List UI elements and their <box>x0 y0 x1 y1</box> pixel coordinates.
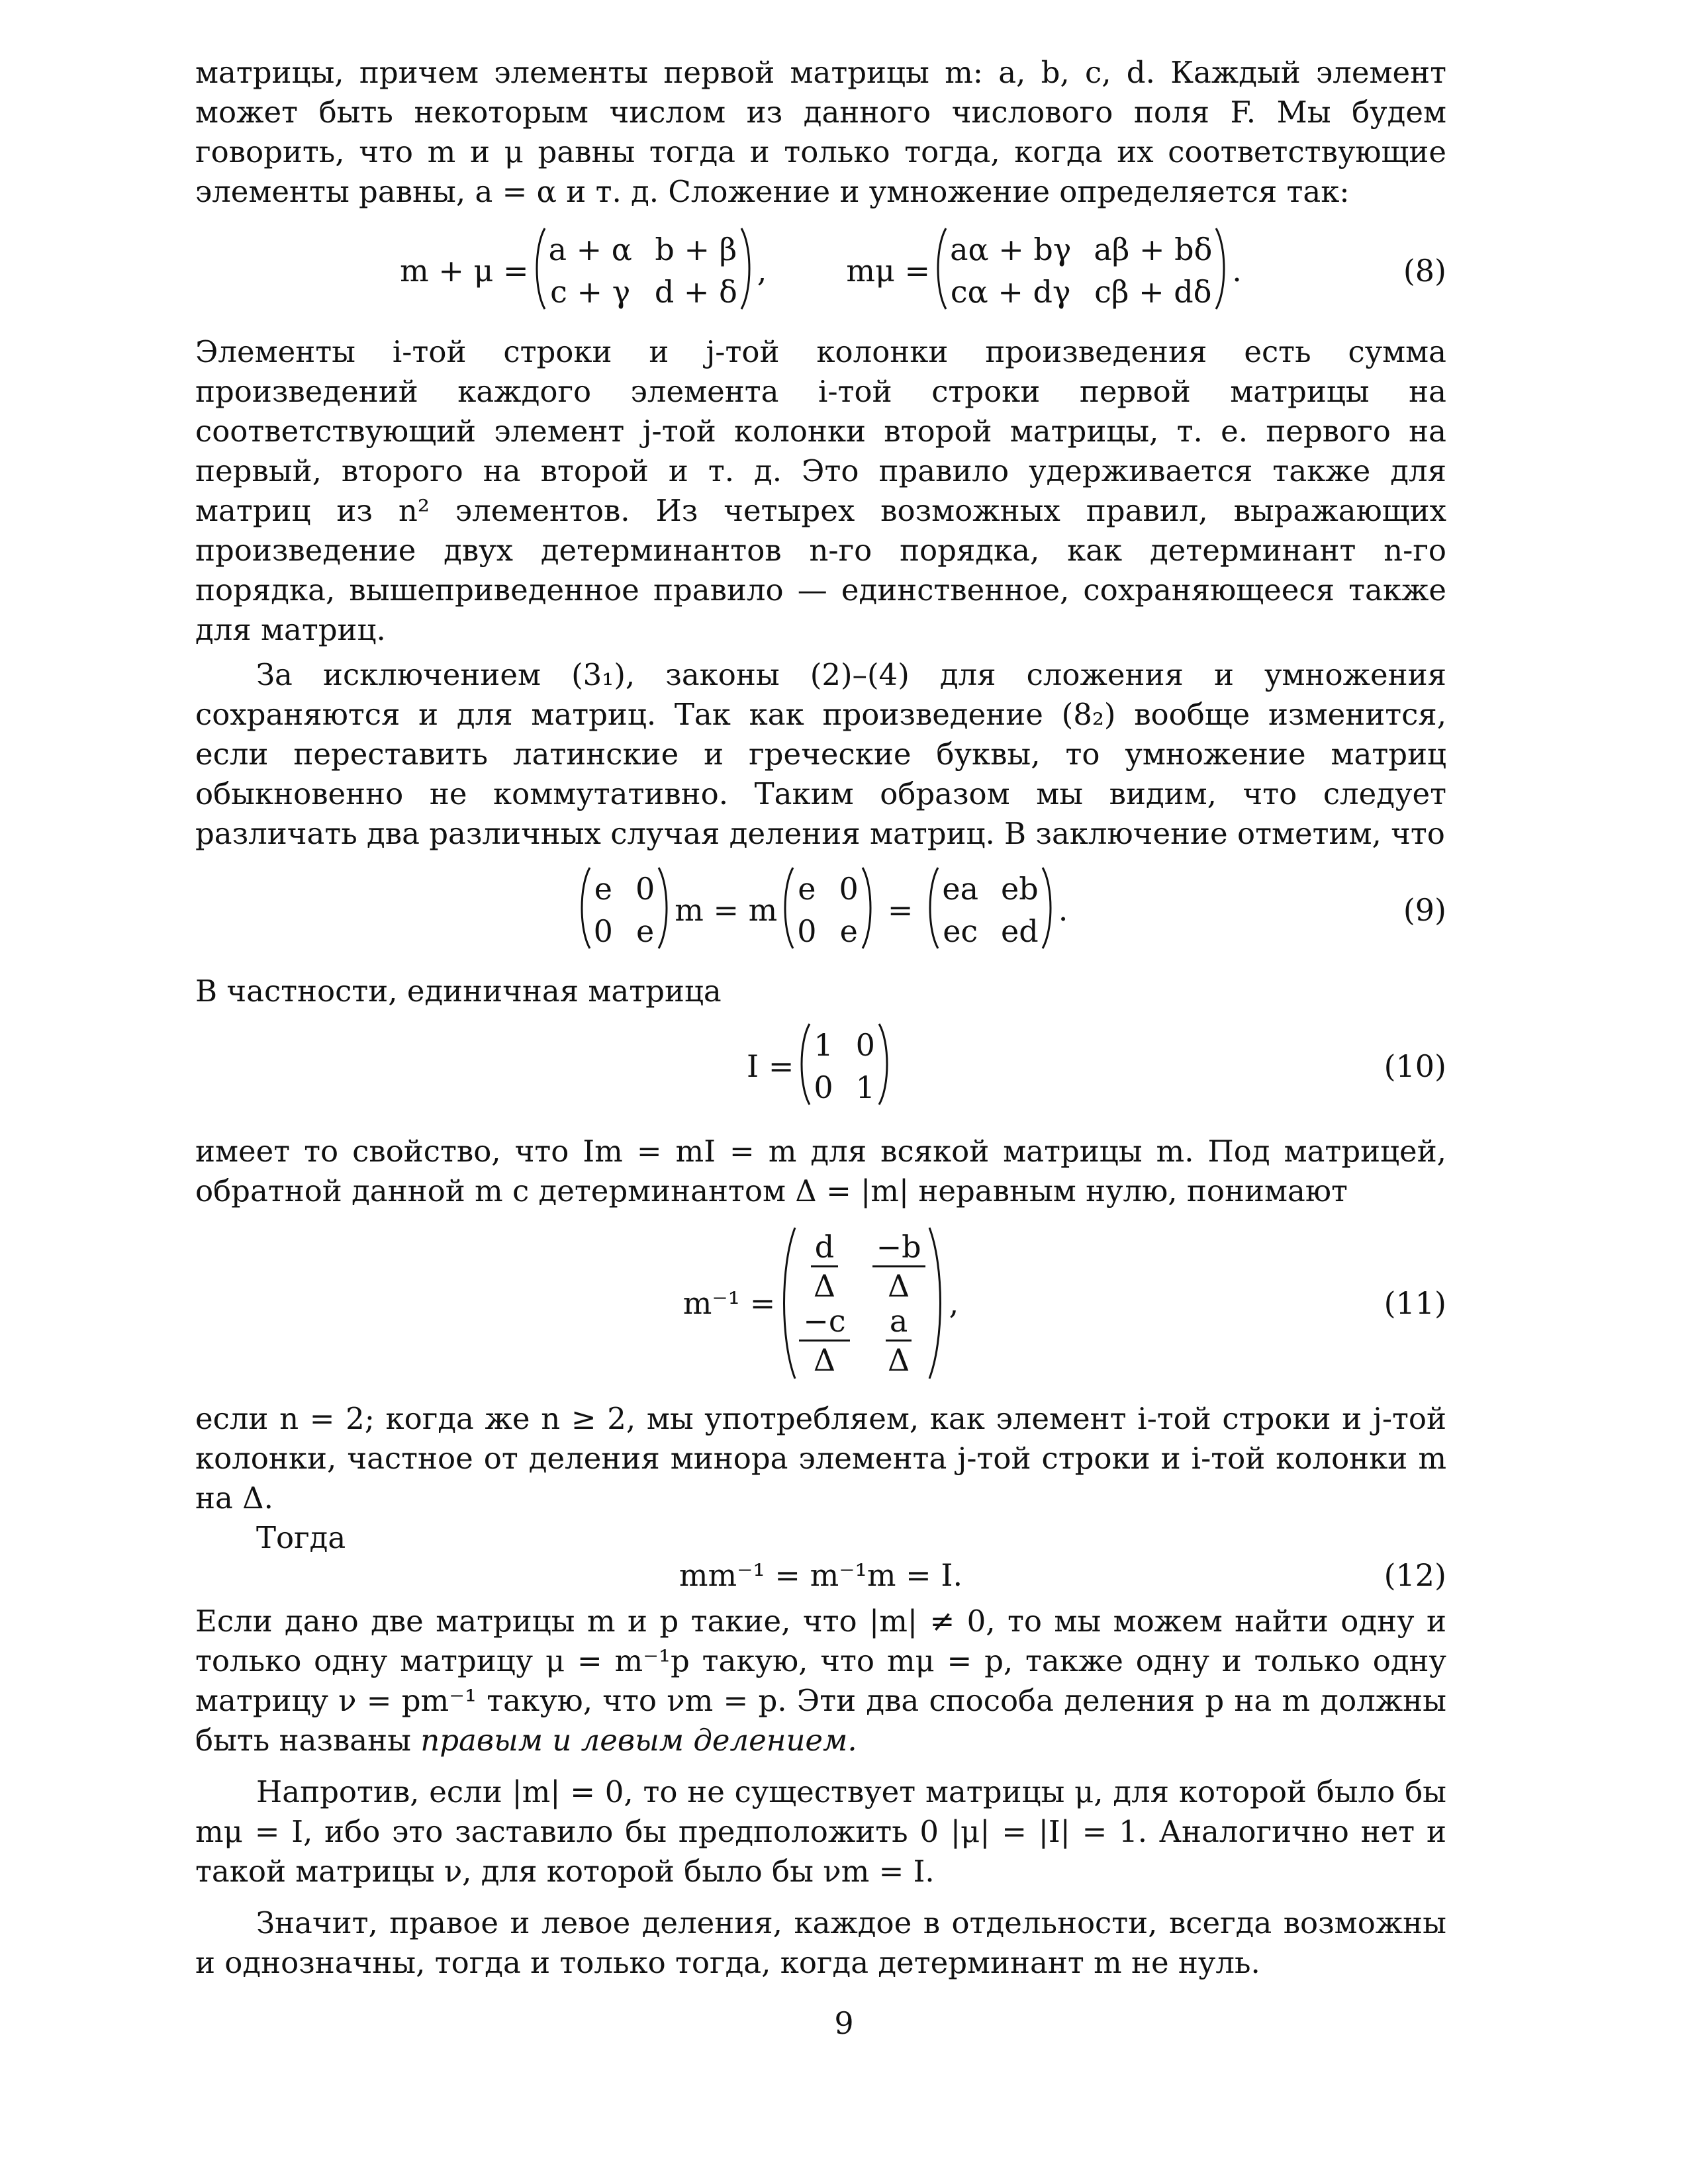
eq9-middle: m = m <box>675 892 778 928</box>
equation-12 <box>195 1555 1446 1595</box>
equation-number-8: (8) <box>1403 253 1446 289</box>
equation-number-9: (9) <box>1403 892 1446 928</box>
eq11-den-12: Δ <box>887 1267 910 1304</box>
eq11-lhs: m⁻¹ = <box>682 1285 776 1321</box>
eq9-left-21: 0 <box>593 913 613 949</box>
eq8-comma: , <box>757 253 767 289</box>
eq9-result-22: ed <box>1001 913 1039 949</box>
eq11-frac-12 <box>872 1230 925 1303</box>
eq8-sum-b: b + β <box>655 232 737 267</box>
eq9-right-12: 0 <box>839 871 859 907</box>
eq11-frac-11 <box>799 1230 849 1303</box>
eq8-lhs-sum: m + μ = <box>400 253 529 289</box>
paragraph-10: Значит, правое и левое деления, каждое в отдельности, всегда возможны и однозначны, тогда и только тогда, когда детерминант m не нуль. <box>195 1905 1446 1980</box>
eq10-12: 0 <box>855 1027 875 1063</box>
equation-8 <box>195 221 1446 320</box>
eq11-frac-21 <box>799 1304 849 1377</box>
paragraph-6: если n = 2; когда же n ≥ 2, мы употребляем, как элемент i-той строки и j-той колонки, частное от деления минора элемента j-той строки и i-той колонки m на Δ. <box>195 1401 1446 1516</box>
equation-number-10: (10) <box>1383 1048 1446 1084</box>
eq10-21: 0 <box>814 1069 833 1105</box>
eq8-prod-11: aα + bγ <box>950 232 1072 267</box>
inverse-matrix <box>779 1226 945 1380</box>
eq8-product-matrix <box>934 227 1228 314</box>
eq11-den-11: Δ <box>813 1267 836 1304</box>
paragraph-4: В частности, единичная матрица <box>195 974 722 1009</box>
equation-9 <box>195 860 1446 960</box>
eq11-num-12: −b <box>872 1230 925 1267</box>
paragraph-9: Напротив, если |m| = 0, то не существует матрицы μ, для которой было бы mμ = I, ибо это заставило бы предположить 0 |μ| = |I| = 1. Аналогично нет и такой матрицы ν, для которой было бы νm = I. <box>195 1774 1446 1889</box>
paragraph-7: Тогда <box>256 1520 346 1555</box>
eq12-formula: mm⁻¹ = m⁻¹m = I. <box>679 1557 963 1593</box>
eq11-num-11: d <box>811 1230 838 1267</box>
eq9-left-22: e <box>635 913 655 949</box>
paragraph-3: За исключением (3₁), законы (2)–(4) для сложения и умножения сохраняются и для матриц. Так как произведение (8₂) вообще изменится, если переставить латинские и греческие буквы, то умножение матриц обыкновенно не коммутативно. Таким образом мы видим, что следует различать два различных случая деления матриц. В заключение отметим, что <box>195 657 1446 851</box>
eq11-den-22: Δ <box>887 1342 910 1378</box>
eq8-prod-21: cα + dγ <box>950 274 1071 310</box>
eq9-left-12: 0 <box>635 871 655 907</box>
eq9-period: . <box>1058 892 1068 928</box>
equation-11 <box>195 1220 1446 1386</box>
eq10-lhs: I = <box>747 1048 794 1084</box>
eq11-comma: , <box>949 1285 959 1321</box>
equation-10 <box>195 1017 1446 1116</box>
identity-matrix <box>798 1023 891 1110</box>
eq9-result-11: ea <box>942 871 979 907</box>
paragraph-8-text: Если дано две матрицы m и p такие, что |m| ≠ 0, то мы можем найти одну и только одну матрицу μ = m⁻¹p такую, что mμ = p, также одну и только одну матрицу ν = pm⁻¹ такую, что νm = p. Эти два способа деления p на m должны быть названы <box>195 1604 1446 1758</box>
eq8-period: . <box>1232 253 1242 289</box>
paragraph-1: матрицы, причем элементы первой матрицы m: a, b, c, d. Каждый элемент может быть некоторым числом из данного числового поля F. Мы будем говорить, что m и μ равны тогда и только тогда, когда их соответствующие элементы равны, a = α и т. д. Сложение и умножение определяется так: <box>195 55 1446 209</box>
paragraph-8-italic: правым и левым делением. <box>420 1723 857 1758</box>
eq10-22: 1 <box>855 1069 875 1105</box>
eq9-right-matrix <box>781 866 874 954</box>
eq9-equals: = <box>887 892 914 928</box>
eq8-sum-matrix <box>533 227 753 314</box>
paragraph-8 <box>195 1602 1446 1760</box>
eq9-result-21: ec <box>943 913 978 949</box>
eq8-sum-d: d + δ <box>654 274 737 310</box>
equation-number-12: (12) <box>1383 1557 1446 1593</box>
eq8-sum-a: a + α <box>548 232 632 267</box>
eq9-right-21: 0 <box>797 913 817 949</box>
eq9-right-11: e <box>798 871 816 907</box>
eq8-prod-12: aβ + bδ <box>1094 232 1213 267</box>
equation-number-11: (11) <box>1383 1285 1446 1321</box>
eq8-prod-22: cβ + dδ <box>1094 274 1212 310</box>
paragraph-5: имеет то свойство, что Im = mI = m для всякой матрицы m. Под матрицей, обратной данной m с детерминантом Δ = |m| неравным нулю, понимают <box>195 1134 1446 1208</box>
eq11-den-21: Δ <box>813 1342 836 1378</box>
eq9-left-11: e <box>594 871 612 907</box>
eq9-right-22: e <box>839 913 858 949</box>
paragraph-2: Элементы i-той строки и j-той колонки произведения есть сумма произведений каждого элемента i-той строки первой матрицы на соответствующий элемент j-той колонки второй матрицы, т. е. первого на первый, второго на второй и т. д. Это правило удерживается также для матриц из n² элементов. Из четырех возможных правил, выражающих произведение двух детерминантов n-го порядка, как детерминант n-го порядка, вышеприведенное правило — единственное, сохраняющееся также для матриц. <box>195 334 1446 647</box>
page-body <box>195 53 1446 1983</box>
page-number: 9 <box>834 2005 854 2041</box>
eq8-sum-c: c + γ <box>550 274 631 310</box>
eq10-11: 1 <box>814 1027 833 1063</box>
eq11-num-22: a <box>886 1304 912 1342</box>
eq9-left-matrix <box>578 866 671 954</box>
eq11-num-21: −c <box>799 1304 849 1342</box>
eq9-result-matrix <box>926 866 1054 954</box>
eq11-frac-22 <box>872 1304 925 1377</box>
eq9-result-12: eb <box>1001 871 1039 907</box>
eq8-lhs-prod: mμ = <box>846 253 931 289</box>
